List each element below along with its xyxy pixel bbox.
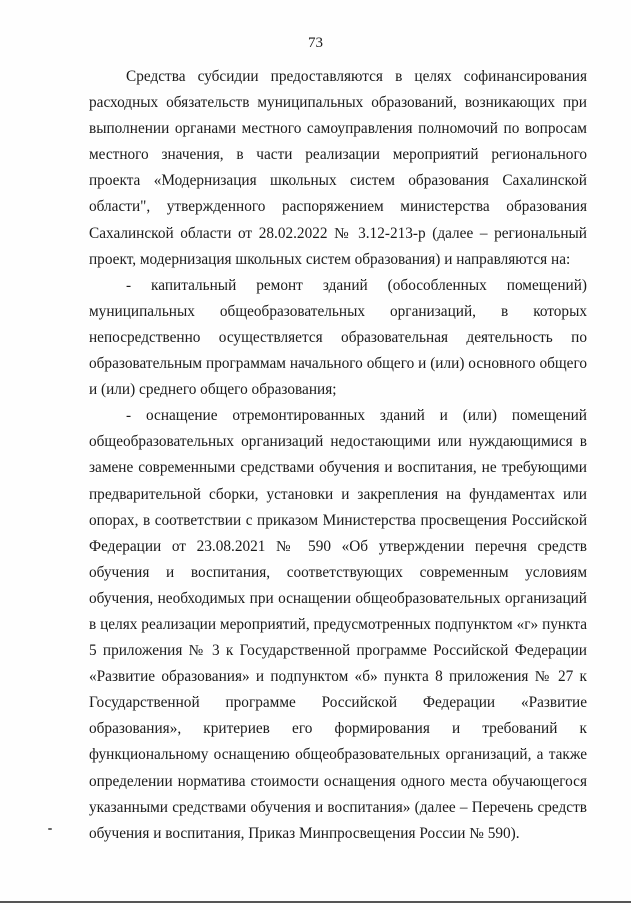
paragraph-equipment: - оснащение отремонтированных зданий и (или) помещений общеобразовательных организаций недостающими или нуждающимися в замене современными средствами обучения и воспитания, не требующими предварительной сборки, установки и закрепления на фундаментах или опорах, в соответствии с приказом Министерства просвещения Российской Федерации от 23.08.2021 № 590 «Об утверждении перечня средств обучения и воспитания, соответствующих современным условиям обучения, необходимых при оснащении общеобразовательных организаций в целях реализации мероприятий, предусмотренных подпунктом «г» пункта 5 приложения № 3 к Государственной программе Российской Федерации «Развитие образования» и подпунктом «б» пункта 8 приложения № 27 к Государственной программе Российской Федерации «Развитие образования», критериев его формирования и требований к функциональному оснащению общеобразовательных организаций, а также определении норматива стоимости оснащения одного места обучающегося указанными средствами обучения и воспитания» (далее – Перечень средств обучения и воспитания, Приказ Минпросвещения России № 590). <box>89 407 587 842</box>
scan-edge <box>0 901 631 903</box>
paragraph-intro: Средства субсидии предоставляются в целях софинансирования расходных обязательств муниципальных образований, возникающих при выполнении органами местного самоуправления полномочий по вопросам местного значения, в части реализации мероприятий регионального проекта «Модернизация школьных систем образования Сахалинской области", утвержденного распоряжением министерства образования Сахалинской области от 28.02.2022 № 3.12-213-р (далее – региональный проект, модернизация школьных систем образования) и направляются на: <box>89 68 587 268</box>
paragraph-capital-repair: - капитальный ремонт зданий (обособленных помещений) муниципальных общеобразовательных организаций, в которых непосредственно осуществляется образовательная деятельность по образовательным программам начального общего и (или) основного общего и (или) среднего общего образования; <box>89 276 587 399</box>
body-text <box>89 64 587 847</box>
scan-speck <box>48 828 52 830</box>
page-number: 73 <box>308 35 323 51</box>
